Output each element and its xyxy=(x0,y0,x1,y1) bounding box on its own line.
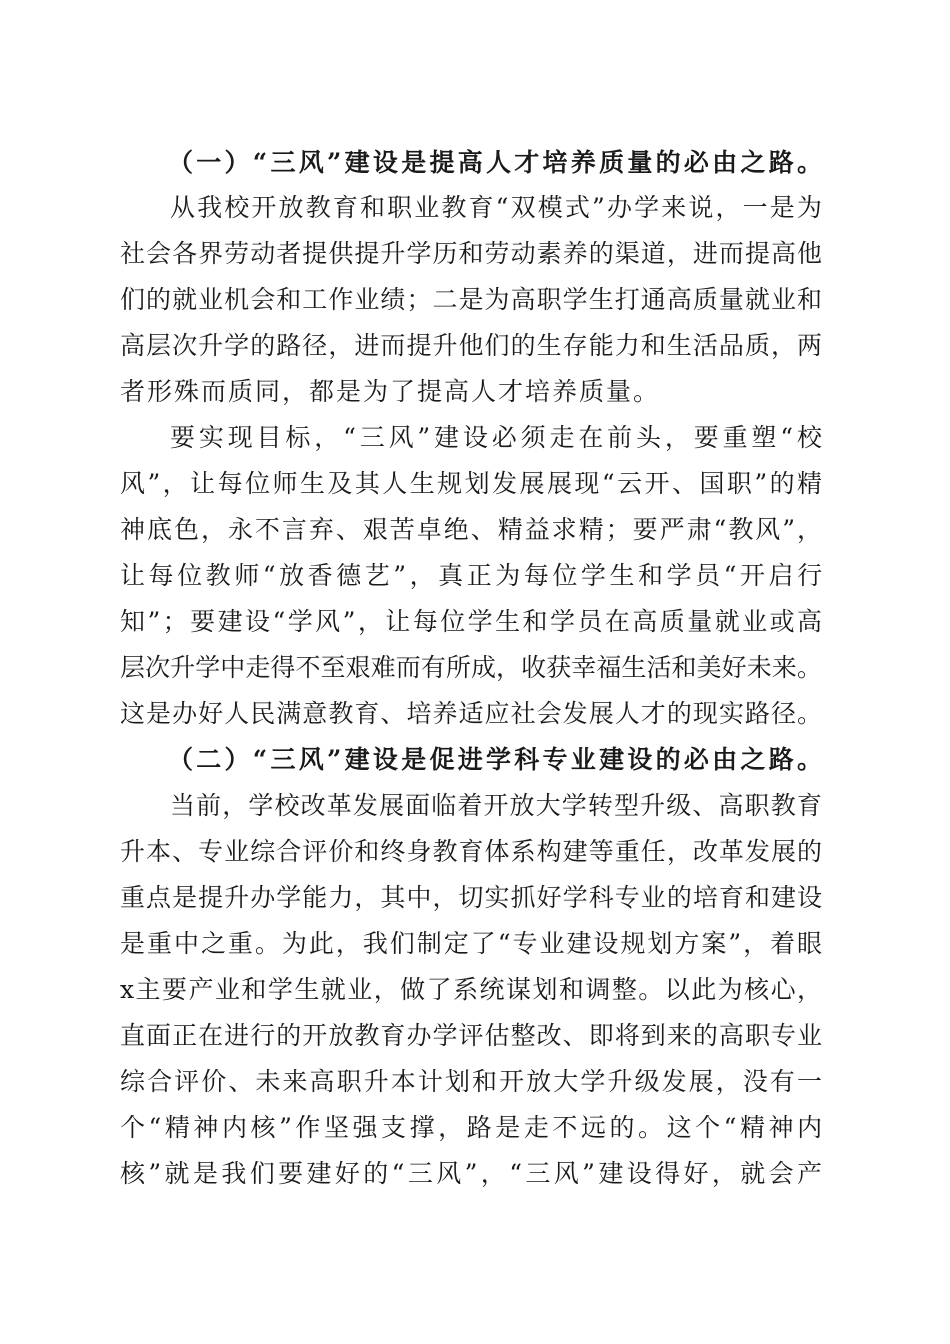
text-line: 们的就业机会和工作业绩；二是为高职学生打通高质量就业和 xyxy=(120,285,824,314)
paragraph-line xyxy=(0,921,950,967)
paragraph-line xyxy=(0,1151,950,1197)
paragraph-line xyxy=(0,829,950,875)
text-line: 个“精神内核”作坚强支撑，路是走不远的。这个“精神内 xyxy=(120,1113,826,1142)
text-line: 是重中之重。为此，我们制定了“专业建设规划方案”，着眼 xyxy=(120,929,825,958)
paragraph-line xyxy=(0,783,950,829)
paragraph-line xyxy=(0,1013,950,1059)
paragraph-line xyxy=(0,323,950,369)
paragraph-line xyxy=(0,277,950,323)
text-line: 风”，让每位师生及其人生规划发展展现“云开、国职”的精 xyxy=(120,469,825,498)
paragraph-line xyxy=(0,967,950,1013)
paragraph-line xyxy=(0,599,950,645)
text-line: 从我校开放教育和职业教育“双模式”办学来说，一是为 xyxy=(170,193,825,222)
paragraph-line xyxy=(0,645,950,691)
text-line: 核”就是我们要建好的“三风”，“三风”建设得好，就会产 xyxy=(120,1159,826,1188)
paragraph-line xyxy=(0,185,950,231)
text-line: 重点是提升办学能力，其中，切实抓好学科专业的培育和建设 xyxy=(120,883,824,912)
section-1-heading xyxy=(0,140,950,186)
heading-text: （一）“三风”建设是提高人才培养质量的必由之路。 xyxy=(168,148,826,177)
text-line: 要实现目标，“三风”建设必须走在前头，要重塑“校 xyxy=(170,423,826,452)
text-line: 者形殊而质同，都是为了提高人才培养质量。 xyxy=(120,377,661,406)
paragraph-line xyxy=(0,369,950,415)
paragraph-line xyxy=(0,231,950,277)
text-line: 神底色，永不言弃、艰苦卓绝、精益求精；要严肃“教风”， xyxy=(120,515,825,544)
paragraph-line xyxy=(0,461,950,507)
text-line: 直面正在进行的开放教育办学评估整改、即将到来的高职专业 xyxy=(120,1021,824,1050)
text-line: 让每位教师“放香德艺”，真正为每位学生和学员“开启行 xyxy=(120,561,826,590)
paragraph-line xyxy=(0,507,950,553)
section-2-heading xyxy=(0,737,950,783)
paragraph-line xyxy=(0,1105,950,1151)
text-line: 当前，学校改革发展面临着开放大学转型升级、高职教育 xyxy=(170,791,824,820)
text-line: 层次升学中走得不至艰难而有所成，收获幸福生活和美好未来。 xyxy=(120,653,822,682)
text-line: 高层次升学的路径，进而提升他们的生存能力和生活品质，两 xyxy=(120,331,824,360)
paragraph-line xyxy=(0,875,950,921)
paragraph-line xyxy=(0,1059,950,1105)
text-line: x主要产业和学生就业，做了系统谋划和调整。以此为核心， xyxy=(120,975,824,1004)
heading-text: （二）“三风”建设是促进学科专业建设的必由之路。 xyxy=(168,745,826,774)
text-line: 升本、专业综合评价和终身教育体系构建等重任，改革发展的 xyxy=(120,837,824,866)
paragraph-line xyxy=(0,415,950,461)
text-line: 综合评价、未来高职升本计划和开放大学升级发展，没有一 xyxy=(120,1067,825,1096)
text-line: 社会各界劳动者提供提升学历和劳动素养的渠道，进而提高他 xyxy=(120,239,824,268)
paragraph-line xyxy=(0,553,950,599)
text-line: 知”；要建设“学风”，让每位学生和学员在高质量就业或高 xyxy=(120,607,825,636)
text-line: 这是办好人民满意教育、培养适应社会发展人才的现实路径。 xyxy=(120,699,824,728)
paragraph-line xyxy=(0,691,950,737)
